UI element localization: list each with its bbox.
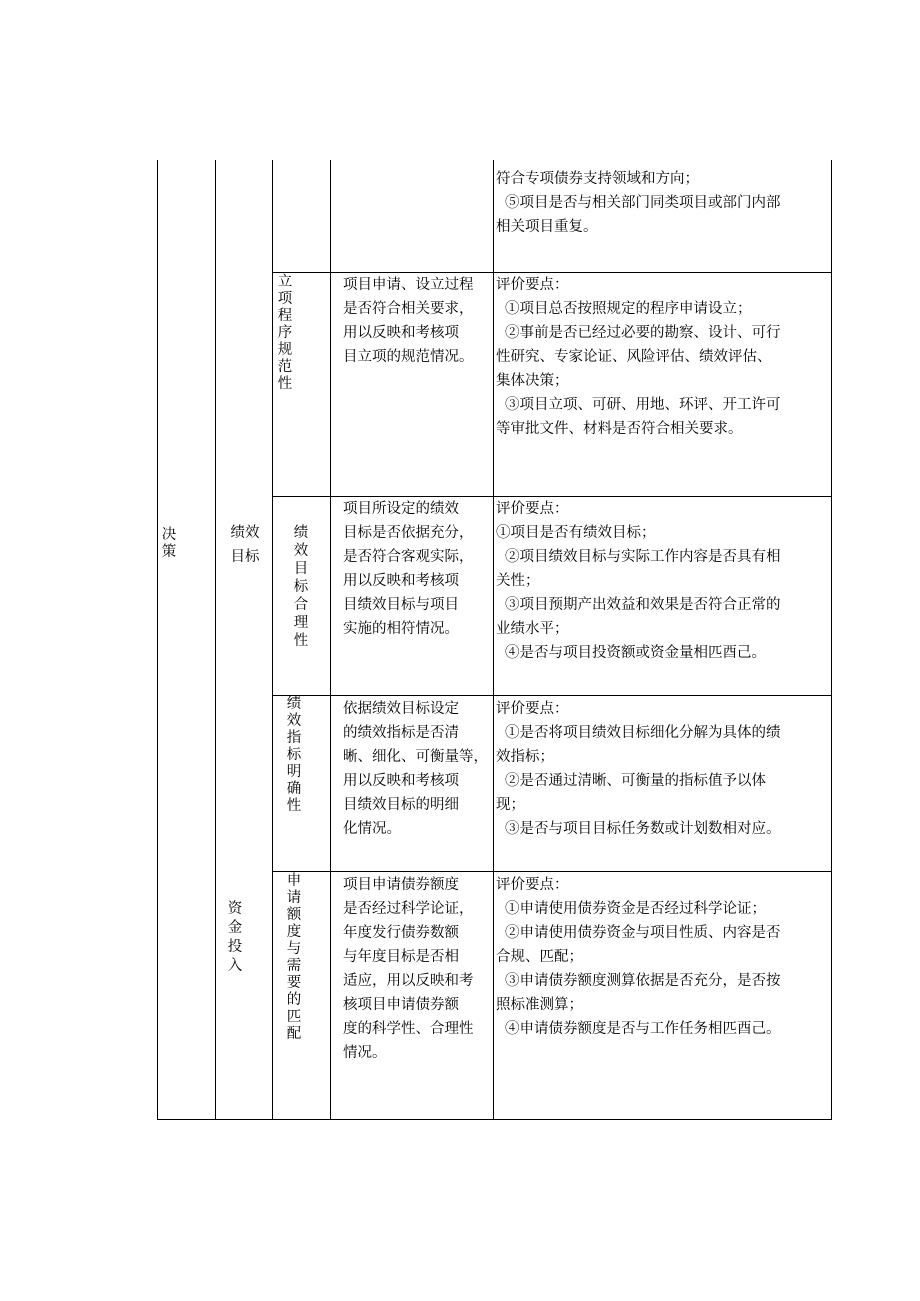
description-cell-row1 bbox=[343, 273, 491, 369]
description-line: 项目申请、设立过程 bbox=[343, 277, 474, 293]
criteria-line: 评价要点： bbox=[496, 501, 569, 517]
criteria-line: ②是否通过清晰、可衡量的指标值予以体 bbox=[505, 773, 766, 789]
criteria-cell-row0 bbox=[496, 167, 831, 239]
column-divider-1 bbox=[215, 160, 216, 1120]
indicator-label-project-procedure: 立项程序规范性 bbox=[277, 274, 293, 392]
description-line: 情况。 bbox=[343, 1045, 387, 1061]
description-line: 用以反映和考核项 bbox=[343, 773, 459, 789]
criteria-line: ③是否与项目目标任务数或计划数相对应。 bbox=[505, 821, 781, 837]
criteria-line: 性研究、专家论证、风险评估、绩效评估、 bbox=[496, 349, 772, 365]
criteria-line: 集体决策； bbox=[496, 373, 569, 389]
criteria-line: 评价要点： bbox=[496, 277, 569, 293]
description-line: 实施的相符情况。 bbox=[343, 621, 459, 637]
row-divider-4 bbox=[272, 871, 832, 872]
description-line: 化情况。 bbox=[343, 821, 401, 837]
description-line: 年度发行债券数额 bbox=[343, 925, 459, 941]
description-line: 项目所设定的绩效 bbox=[343, 501, 459, 517]
criteria-line: 符合专项债券支持领域和方向； bbox=[496, 171, 699, 187]
description-line: 项目申请债券额度 bbox=[343, 877, 459, 893]
criteria-line: 业绩水平； bbox=[496, 621, 569, 637]
table-border-bottom bbox=[157, 1119, 832, 1120]
criteria-line: 照标准测算； bbox=[496, 997, 583, 1013]
level2-label-performance-goal: 绩效目标 bbox=[230, 525, 260, 565]
row-divider-3 bbox=[272, 695, 832, 696]
criteria-line: ①是否将项目绩效目标细化分解为具体的绩 bbox=[505, 725, 781, 741]
criteria-line: ②项目绩效目标与实际工作内容是否具有相 bbox=[505, 549, 781, 565]
table-border-left bbox=[157, 160, 158, 1120]
column-divider-4 bbox=[493, 160, 494, 1120]
criteria-line: ③项目预期产出效益和效果是否符合正常的 bbox=[505, 597, 781, 613]
criteria-line: 评价要点： bbox=[496, 701, 569, 717]
criteria-line: 评价要点： bbox=[496, 877, 569, 893]
criteria-line: 相关项目重复。 bbox=[496, 219, 598, 235]
description-line: 与年度目标是否相 bbox=[343, 949, 459, 965]
indicator-label-indicator-clarity: 绩效指标明确性 bbox=[286, 696, 302, 814]
criteria-line: 效指标； bbox=[496, 749, 554, 765]
indicator-label-goal-rationality: 绩效目标合理性 bbox=[293, 525, 309, 649]
description-line: 是否符合相关要求， bbox=[343, 301, 474, 317]
description-line: 核项目申请债券额 bbox=[343, 997, 459, 1013]
description-line: 目绩效目标与项目 bbox=[343, 597, 459, 613]
description-cell-row2 bbox=[343, 497, 491, 641]
description-cell-row4 bbox=[343, 873, 491, 1065]
criteria-line: 关性； bbox=[496, 573, 540, 589]
criteria-line: ③项目立项、可研、用地、环评、开工许可 bbox=[505, 397, 781, 413]
criteria-line: ⑤项目是否与相关部门同类项目或部门内部 bbox=[505, 195, 781, 211]
criteria-line: ④是否与项目投资额或资金量相匹酉己。 bbox=[505, 645, 766, 661]
description-line: 目标是否依据充分， bbox=[343, 525, 474, 541]
criteria-line: ①申请使用债券资金是否经过科学论证； bbox=[505, 901, 766, 917]
criteria-cell-row4 bbox=[496, 873, 831, 1041]
description-line: 的绩效指标是否清 bbox=[343, 725, 459, 741]
column-divider-3 bbox=[330, 160, 331, 1120]
description-line: 晰、细化、可衡量等， bbox=[343, 749, 488, 765]
criteria-cell-row2 bbox=[496, 497, 831, 665]
criteria-line: 等审批文件、材料是否符合相关要求。 bbox=[496, 421, 743, 437]
criteria-line: ②申请使用债券资金与项目性质、内容是否 bbox=[505, 925, 781, 941]
criteria-line: ③申请债券额度测算依据是否充分，是否按 bbox=[505, 973, 781, 989]
description-line: 目立项的规范情况。 bbox=[343, 349, 474, 365]
criteria-cell-row1 bbox=[496, 273, 831, 441]
criteria-line: ②事前是否已经过必要的勘察、设计、可行 bbox=[505, 325, 781, 341]
description-line: 用以反映和考核项 bbox=[343, 573, 459, 589]
description-line: 是否符合客观实际， bbox=[343, 549, 474, 565]
level2-label-fund-input: 资金投入 bbox=[227, 901, 243, 974]
description-line: 依据绩效目标设定 bbox=[343, 701, 459, 717]
criteria-line: 合规、匹配； bbox=[496, 949, 583, 965]
description-line: 目绩效目标的明细 bbox=[343, 797, 459, 813]
criteria-line: ①项目是否有绩效目标； bbox=[496, 525, 656, 541]
description-line: 是否经过科学论证， bbox=[343, 901, 474, 917]
criteria-cell-row3 bbox=[496, 697, 831, 841]
table-border-right bbox=[831, 160, 832, 1120]
description-line: 用以反映和考核项 bbox=[343, 325, 459, 341]
description-cell-row3 bbox=[343, 697, 491, 841]
description-line: 适应，用以反映和考 bbox=[343, 973, 474, 989]
criteria-line: ①项目总否按照规定的程序申请设立； bbox=[505, 301, 752, 317]
column-divider-2 bbox=[272, 160, 273, 1120]
indicator-label-amount-match: 申请额度与需要的匹配 bbox=[286, 873, 302, 1042]
level1-label: 决策 bbox=[161, 527, 177, 560]
criteria-line: ④申请债券额度是否与工作任务相匹酉己。 bbox=[505, 1021, 781, 1037]
criteria-line: 现； bbox=[496, 797, 525, 813]
description-line: 度的科学性、合理性 bbox=[343, 1021, 474, 1037]
